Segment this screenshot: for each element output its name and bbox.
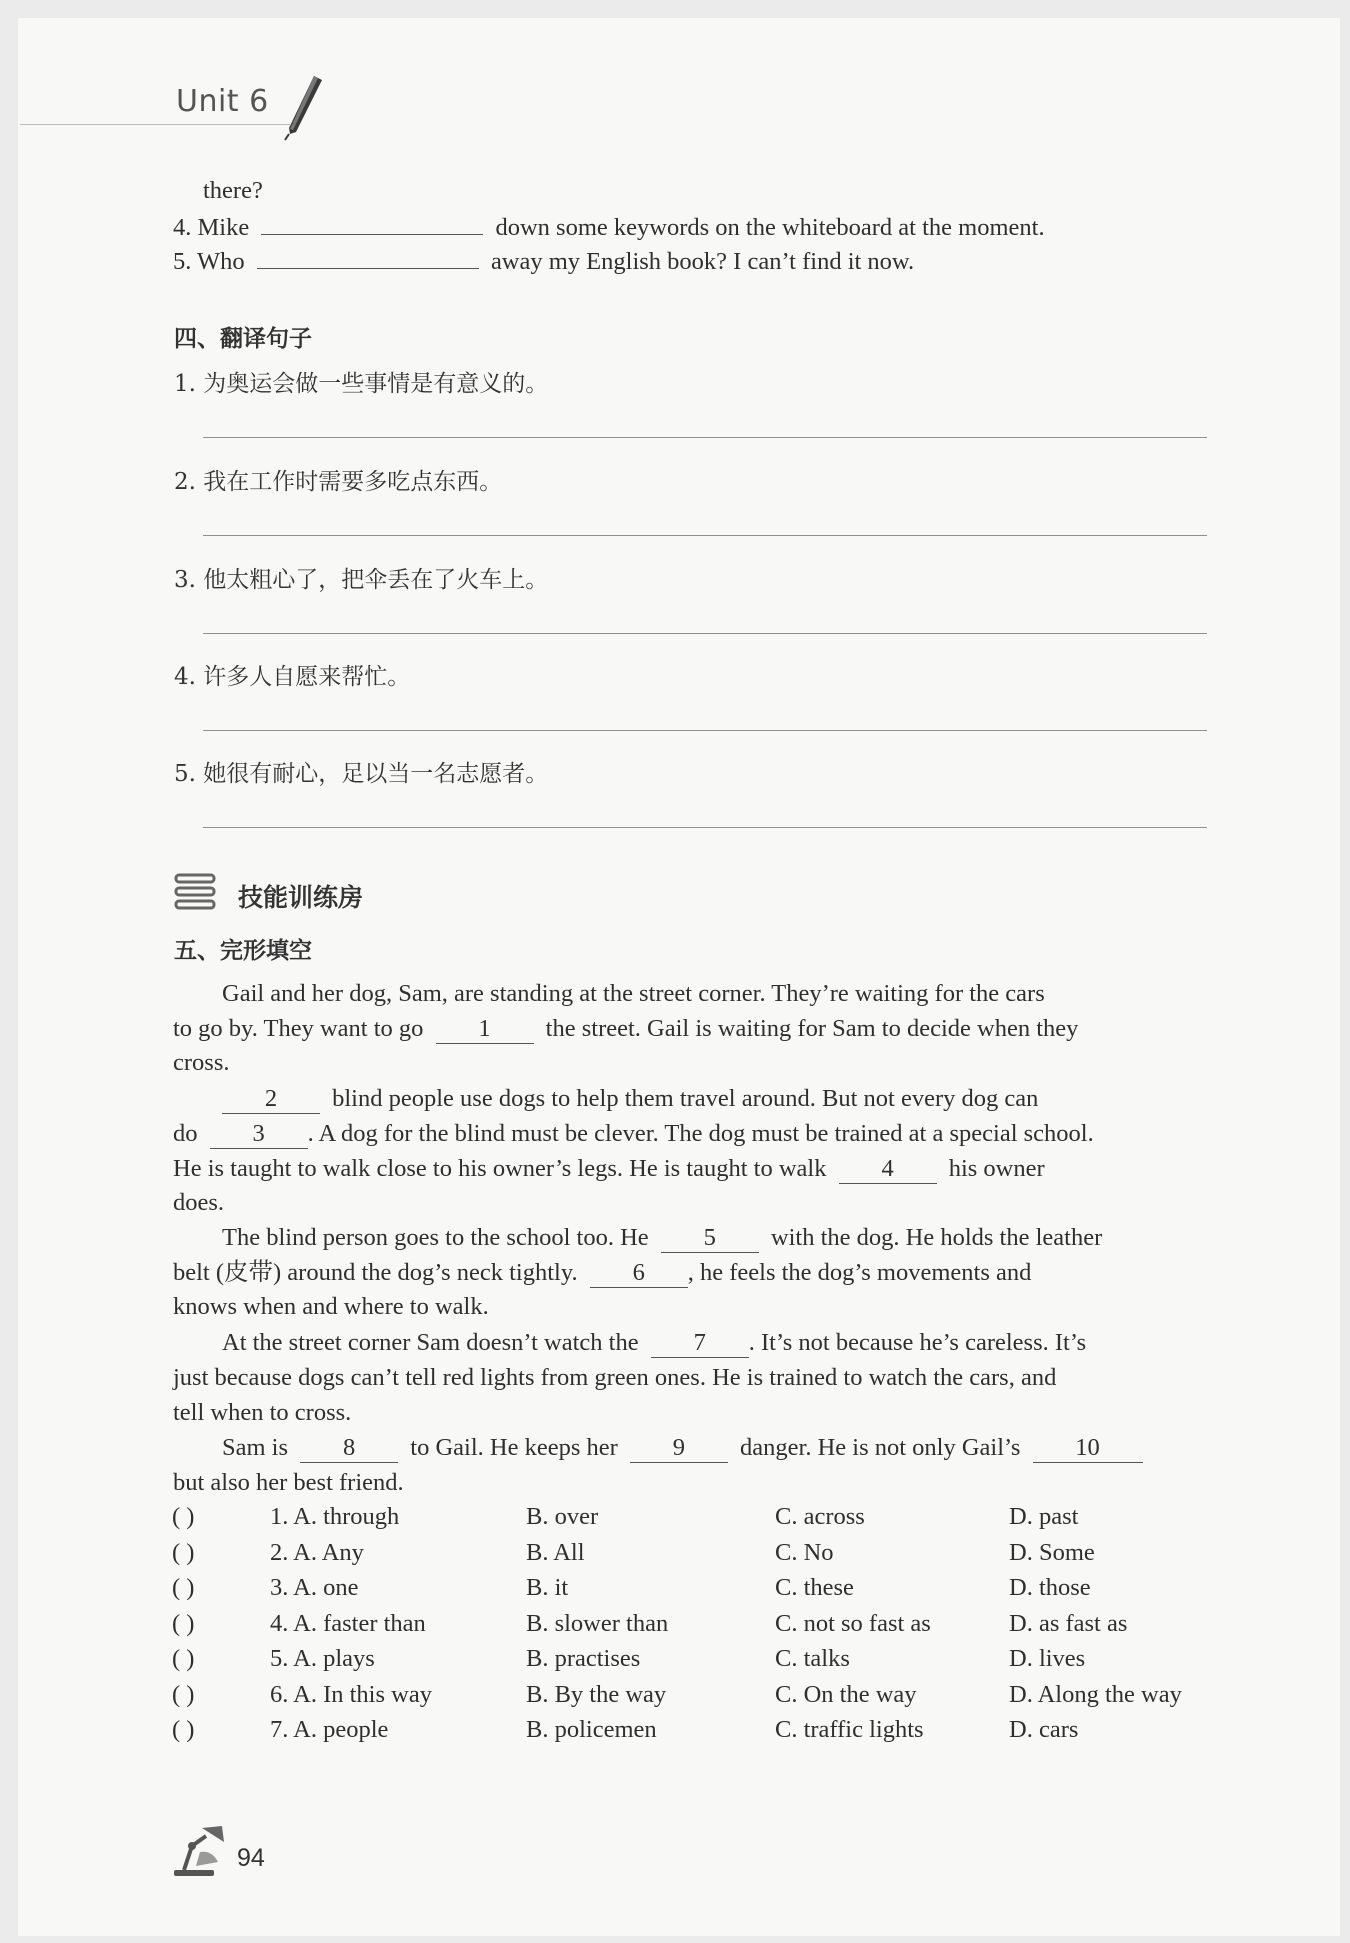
option-a[interactable]: 4. A. faster than xyxy=(270,1610,426,1637)
answer-paren[interactable]: ( ) xyxy=(172,1645,195,1672)
skills-title: 技能训练房 xyxy=(238,883,364,912)
passage-text: belt (皮带) around the dog’s neck tightly. xyxy=(173,1259,578,1286)
option-b[interactable]: B. practises xyxy=(526,1645,641,1672)
passage-text: his owner xyxy=(948,1155,1045,1182)
option-d[interactable]: D. past xyxy=(1009,1503,1079,1530)
q5-prefix: 5. Who xyxy=(173,248,245,275)
translate-item-3: 3. 他太粗心了，把伞丢在了火车上。 xyxy=(174,567,549,593)
header-rule xyxy=(20,124,290,125)
cloze-blank-5[interactable]: 5 xyxy=(661,1224,759,1253)
passage-text: Sam is xyxy=(222,1434,289,1461)
passage-line-5 xyxy=(173,1119,1094,1149)
passage-line-8 xyxy=(222,1223,1102,1253)
option-c[interactable]: C. traffic lights xyxy=(775,1716,924,1743)
section5-title: 五、完形填空 xyxy=(174,938,312,964)
passage-text: . It’s not because he’s careless. It’s xyxy=(748,1329,1087,1356)
translate-item-1: 1. 为奥运会做一些事情是有意义的。 xyxy=(174,371,549,397)
option-b[interactable]: B. policemen xyxy=(526,1716,657,1743)
answer-paren[interactable]: ( ) xyxy=(172,1503,195,1530)
cloze-blank-2[interactable]: 2 xyxy=(222,1085,320,1114)
cloze-blank-10[interactable]: 10 xyxy=(1033,1434,1143,1463)
q3-tail: there? xyxy=(203,177,263,204)
passage-line-6 xyxy=(173,1154,1045,1184)
answer-paren[interactable]: ( ) xyxy=(172,1574,195,1601)
option-a[interactable]: 7. A. people xyxy=(270,1716,389,1743)
cloze-blank-4[interactable]: 4 xyxy=(839,1155,937,1184)
option-c[interactable]: C. On the way xyxy=(775,1681,917,1708)
option-c[interactable]: C. No xyxy=(775,1539,834,1566)
option-d[interactable]: D. Along the way xyxy=(1009,1681,1182,1708)
passage-text: , he feels the dog’s movements and xyxy=(687,1259,1032,1286)
passage-line-2 xyxy=(173,1014,1078,1044)
option-b[interactable]: B. slower than xyxy=(526,1610,669,1637)
passage-text: . A dog for the blind must be clever. The dog must be trained at a special school. xyxy=(307,1120,1094,1147)
option-b[interactable]: B. it xyxy=(526,1574,569,1601)
answer-line-4[interactable] xyxy=(203,730,1207,731)
translate-item-5: 5. 她很有耐心，足以当一名志愿者。 xyxy=(174,761,549,787)
passage-text: At the street corner Sam doesn’t watch the xyxy=(222,1329,639,1356)
answer-line-1[interactable] xyxy=(203,437,1207,438)
option-d[interactable]: D. as fast as xyxy=(1009,1610,1128,1637)
option-d[interactable]: D. those xyxy=(1009,1574,1091,1601)
q4-blank[interactable] xyxy=(261,212,483,235)
option-c[interactable]: C. talks xyxy=(775,1645,850,1672)
section4-title: 四、翻译句子 xyxy=(174,326,312,352)
cloze-blank-7[interactable]: 7 xyxy=(651,1329,749,1358)
option-c[interactable]: C. not so fast as xyxy=(775,1610,931,1637)
passage-line-13: tell when to cross. xyxy=(173,1399,352,1426)
page-number: 94 xyxy=(237,1844,265,1872)
option-c[interactable]: C. across xyxy=(775,1503,865,1530)
passage-line-12: just because dogs can’t tell red lights from green ones. He is trained to watch the cars, and xyxy=(173,1364,1057,1391)
option-b[interactable]: B. By the way xyxy=(526,1681,667,1708)
pen-icon xyxy=(280,72,328,142)
passage-text: to Gail. He keeps her xyxy=(410,1434,618,1461)
passage-text: He is taught to walk close to his owner’s legs. He is taught to walk xyxy=(173,1155,827,1182)
workbook-page xyxy=(18,18,1340,1936)
q5-blank[interactable] xyxy=(257,246,479,269)
option-d[interactable]: D. Some xyxy=(1009,1539,1095,1566)
answer-line-5[interactable] xyxy=(203,827,1207,828)
q4-suffix: down some keywords on the whiteboard at the moment. xyxy=(495,214,1045,241)
stack-icon xyxy=(173,872,219,912)
option-b[interactable]: B. over xyxy=(526,1503,599,1530)
option-a[interactable]: 3. A. one xyxy=(270,1574,359,1601)
translate-item-2: 2. 我在工作时需要多吃点东西。 xyxy=(174,469,503,495)
passage-line-15: but also her best friend. xyxy=(173,1469,404,1496)
option-d[interactable]: D. cars xyxy=(1009,1716,1079,1743)
passage-line-9 xyxy=(173,1258,1031,1288)
passage-line-1: Gail and her dog, Sam, are standing at the street corner. They’re waiting for the cars xyxy=(222,980,1045,1007)
passage-line-14 xyxy=(222,1433,1143,1463)
answer-paren[interactable]: ( ) xyxy=(172,1716,195,1743)
option-a[interactable]: 5. A. plays xyxy=(270,1645,375,1672)
passage-text: the street. Gail is waiting for Sam to decide when they xyxy=(545,1015,1079,1042)
answer-paren[interactable]: ( ) xyxy=(172,1681,195,1708)
q5-suffix: away my English book? I can’t find it now. xyxy=(490,248,915,275)
passage-line-4 xyxy=(222,1084,1038,1114)
answer-paren[interactable]: ( ) xyxy=(172,1539,195,1566)
passage-line-10: knows when and where to walk. xyxy=(173,1293,489,1320)
answer-line-3[interactable] xyxy=(203,633,1207,634)
option-d[interactable]: D. lives xyxy=(1009,1645,1086,1672)
q4-prefix: 4. Mike xyxy=(173,214,250,241)
unit-title: Unit 6 xyxy=(176,84,269,119)
option-a[interactable]: 2. A. Any xyxy=(270,1539,364,1566)
option-a[interactable]: 6. A. In this way xyxy=(270,1681,432,1708)
passage-text: The blind person goes to the school too. He xyxy=(222,1224,649,1251)
option-c[interactable]: C. these xyxy=(775,1574,854,1601)
cloze-blank-6[interactable]: 6 xyxy=(590,1259,688,1288)
passage-text: with the dog. He holds the leather xyxy=(770,1224,1103,1251)
cloze-blank-8[interactable]: 8 xyxy=(300,1434,398,1463)
passage-line-3: cross. xyxy=(173,1049,230,1076)
passage-text: blind people use dogs to help them travel around. But not every dog can xyxy=(332,1085,1039,1112)
cloze-blank-3[interactable]: 3 xyxy=(210,1120,308,1149)
cloze-blank-9[interactable]: 9 xyxy=(630,1434,728,1463)
desk-lamp-icon xyxy=(172,1822,230,1878)
cloze-blank-1[interactable]: 1 xyxy=(436,1015,534,1044)
translate-item-4: 4. 许多人自愿来帮忙。 xyxy=(174,664,411,690)
q5-line xyxy=(173,246,914,277)
option-b[interactable]: B. All xyxy=(526,1539,585,1566)
answer-line-2[interactable] xyxy=(203,535,1207,536)
passage-text: to go by. They want to go xyxy=(173,1015,424,1042)
passage-text: danger. He is not only Gail’s xyxy=(740,1434,1021,1461)
passage-line-7: does. xyxy=(173,1189,225,1216)
passage-line-11 xyxy=(222,1328,1086,1358)
q4-line xyxy=(173,212,1045,243)
answer-paren[interactable]: ( ) xyxy=(172,1610,195,1637)
option-a[interactable]: 1. A. through xyxy=(270,1503,400,1530)
passage-text: do xyxy=(173,1120,198,1147)
